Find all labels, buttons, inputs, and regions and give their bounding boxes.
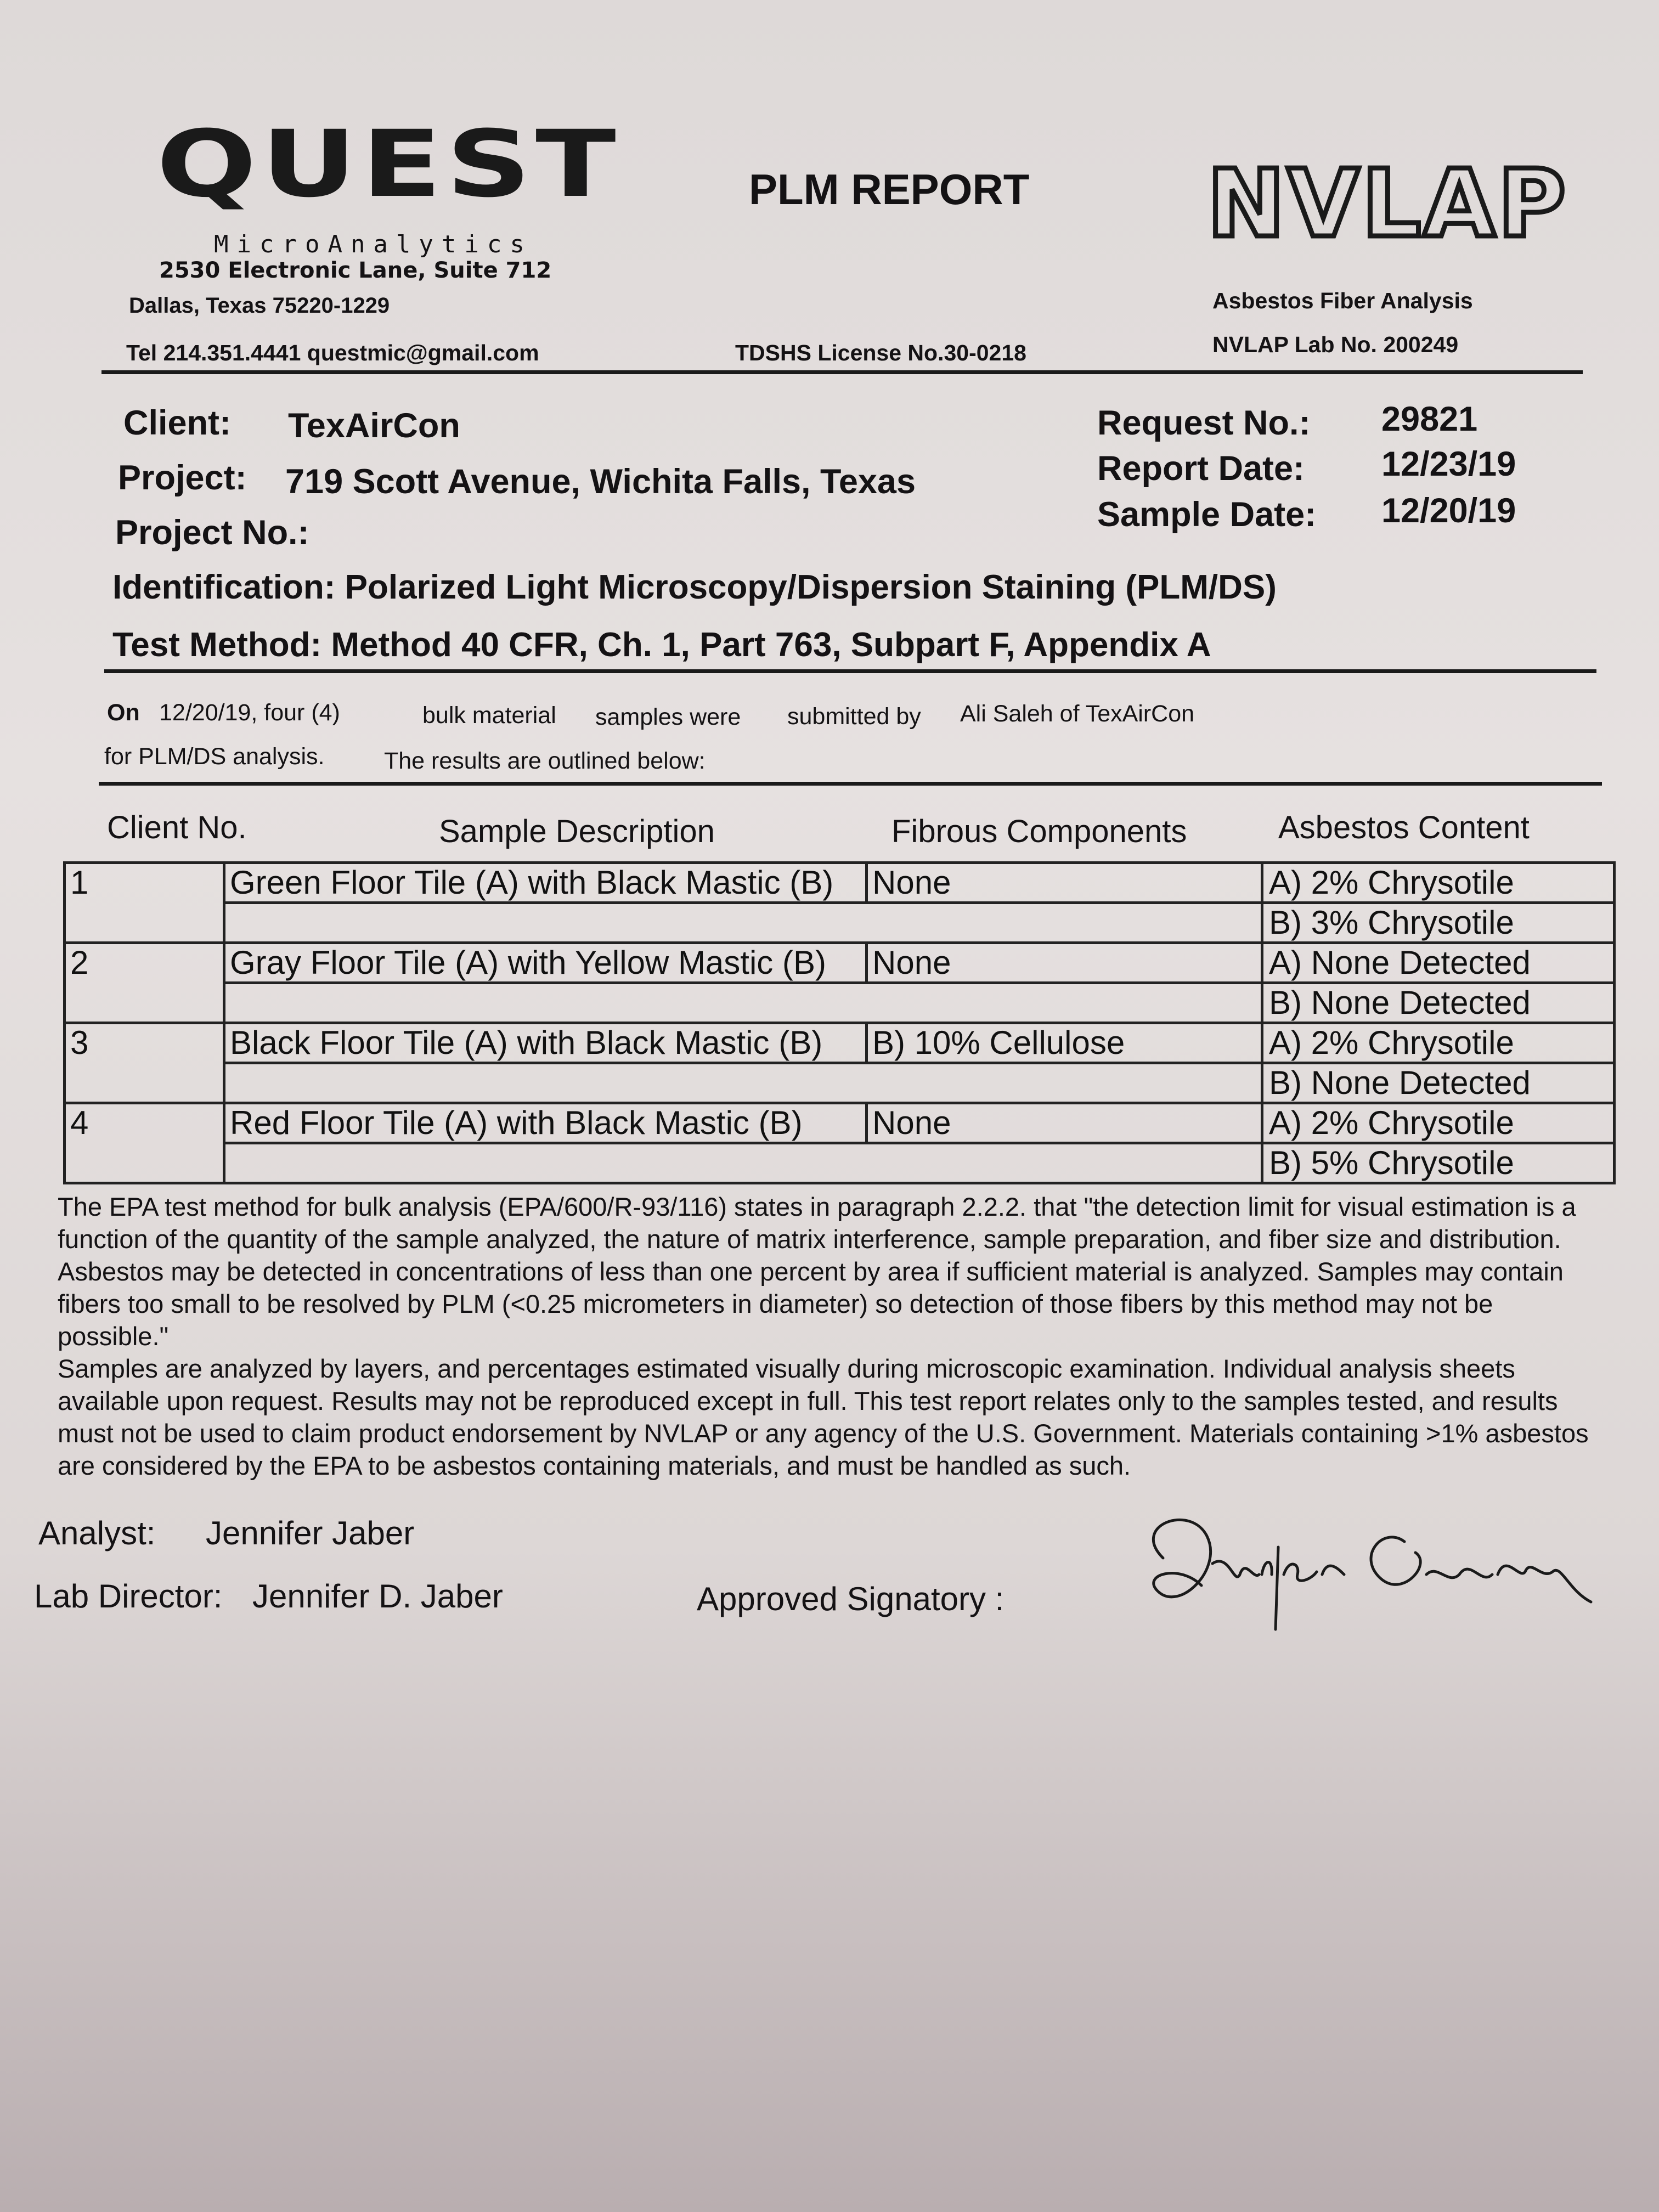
table-row	[65, 863, 1615, 903]
intro-on: On	[107, 699, 140, 726]
test-method-line: Test Method: Method 40 CFR, Ch. 1, Part 763, Subpart F, Appendix A	[112, 626, 1211, 664]
project-label: Project:	[118, 459, 247, 497]
sample-no: 3	[65, 1023, 224, 1103]
sample-date-label: Sample Date:	[1097, 495, 1317, 534]
request-no-label: Request No.:	[1097, 404, 1311, 442]
lab-logo-wordmark: QUEST	[156, 110, 620, 218]
table-row	[65, 1143, 1615, 1183]
request-no-value: 29821	[1381, 400, 1478, 438]
approved-signatory-label: Approved Signatory :	[697, 1581, 1005, 1617]
method-divider	[104, 669, 1596, 673]
intro-date: 12/20/19, four (4)	[159, 699, 340, 726]
asbestos-content-a: A) None Detected	[1262, 943, 1615, 983]
report-date-label: Report Date:	[1097, 449, 1305, 488]
sample-description: Black Floor Tile (A) with Black Mastic (B)	[224, 1023, 867, 1063]
fibrous-components: None	[867, 943, 1262, 983]
lab-director-name: Jennifer D. Jaber	[252, 1578, 503, 1615]
license-number: TDSHS License No.30-0218	[735, 340, 1026, 365]
column-client-no: Client No.	[107, 810, 247, 845]
lab-director-label: Lab Director:	[34, 1578, 223, 1615]
asbestos-content-a: A) 2% Chrysotile	[1262, 1103, 1615, 1143]
sample-description: Green Floor Tile (A) with Black Mastic (B)	[224, 863, 867, 903]
accreditation-line1: Asbestos Fiber Analysis	[1212, 288, 1473, 313]
table-row	[65, 943, 1615, 983]
fibrous-components: None	[867, 1103, 1262, 1143]
report-date-value: 12/23/19	[1381, 445, 1516, 483]
epa-notes	[58, 1190, 1599, 1482]
sample-date-value: 12/20/19	[1381, 492, 1516, 530]
lab-contact: Tel 214.351.4441 questmic@gmail.com	[126, 340, 539, 365]
intro-samples: samples were	[595, 704, 741, 730]
accreditation-lab-number: NVLAP Lab No. 200249	[1212, 332, 1459, 357]
asbestos-content-a: A) 2% Chrysotile	[1262, 1023, 1615, 1063]
analyst-name: Jennifer Jaber	[206, 1515, 415, 1551]
empty-cell	[224, 903, 1262, 943]
intro-material: bulk material	[422, 702, 556, 729]
intro-submitter: Ali Saleh of TexAirCon	[960, 701, 1195, 727]
sample-no: 2	[65, 943, 224, 1023]
header-divider	[101, 370, 1583, 374]
lab-address-line1: 2530 Electronic Lane, Suite 712	[159, 258, 552, 283]
handwritten-signature	[1097, 1492, 1618, 1668]
epa-note-paragraph-2: Samples are analyzed by layers, and percentages estimated visually during microscopic examination. Individual analysis sheets available upon request. Results may not be reproduced except in full. This test report relates only to the samples tested, and results must not be used to claim product endorsement by NVLAP or any agency of the U.S. Government. Materials containing >1% asbestos are considered by the EPA to be asbestos containing materials, and must be handled as such.	[58, 1354, 1589, 1480]
sample-no: 4	[65, 1103, 224, 1183]
asbestos-content-b: B) 3% Chrysotile	[1262, 903, 1615, 943]
epa-note-paragraph-1: The EPA test method for bulk analysis (EPA/600/R-93/116) states in paragraph 2.2.2. that "the detection limit for visual estimation is a function of the quantity of the sample analyzed, the nature of matrix interference, sample preparation, and fiber size and distribution. Asbestos may be detected in concentrations of less than one percent by area if sufficient material is analyzed. Samples may contain fibers too small to be resolved by PLM (<0.25 micrometers in diameter) so detection of those fibers by this method may not be possible."	[58, 1192, 1576, 1351]
table-row	[65, 1063, 1615, 1103]
results-table	[63, 861, 1616, 1184]
lab-address-line2: Dallas, Texas 75220-1229	[129, 294, 390, 318]
asbestos-content-b: B) None Detected	[1262, 983, 1615, 1023]
table-row	[65, 1023, 1615, 1063]
report-title: PLM REPORT	[749, 165, 1030, 213]
intro-line2-b: The results are outlined below:	[384, 748, 706, 774]
empty-cell	[224, 983, 1262, 1023]
intro-submitted: submitted by	[787, 703, 921, 730]
asbestos-content-b: B) None Detected	[1262, 1063, 1615, 1103]
fibrous-components: B) 10% Cellulose	[867, 1023, 1262, 1063]
asbestos-content-a: A) 2% Chrysotile	[1262, 863, 1615, 903]
intro-divider	[99, 782, 1602, 786]
column-asbestos: Asbestos Content	[1278, 810, 1530, 845]
sample-no: 1	[65, 863, 224, 943]
column-description: Sample Description	[439, 814, 715, 849]
intro-line2-a: for PLM/DS analysis.	[104, 743, 325, 770]
empty-cell	[224, 1063, 1262, 1103]
table-row	[65, 903, 1615, 943]
asbestos-content-b: B) 5% Chrysotile	[1262, 1143, 1615, 1183]
empty-cell	[224, 1143, 1262, 1183]
project-value: 719 Scott Avenue, Wichita Falls, Texas	[285, 462, 916, 501]
client-label: Client:	[123, 404, 231, 442]
fibrous-components: None	[867, 863, 1262, 903]
table-row	[65, 983, 1615, 1023]
nvlap-logo-text: NVLAP	[1207, 150, 1568, 258]
column-fibrous: Fibrous Components	[891, 814, 1187, 849]
identification-line: Identification: Polarized Light Microscopy/Dispersion Staining (PLM/DS)	[112, 568, 1277, 606]
nvlap-logo	[1201, 137, 1585, 280]
table-row	[65, 1103, 1615, 1143]
analyst-label: Analyst:	[38, 1515, 156, 1551]
project-no-label: Project No.:	[115, 514, 309, 552]
sample-description: Gray Floor Tile (A) with Yellow Mastic (B)	[224, 943, 867, 983]
lab-logo-subname: MicroAnalytics	[214, 230, 533, 258]
client-value: TexAirCon	[288, 407, 460, 445]
sample-description: Red Floor Tile (A) with Black Mastic (B)	[224, 1103, 867, 1143]
